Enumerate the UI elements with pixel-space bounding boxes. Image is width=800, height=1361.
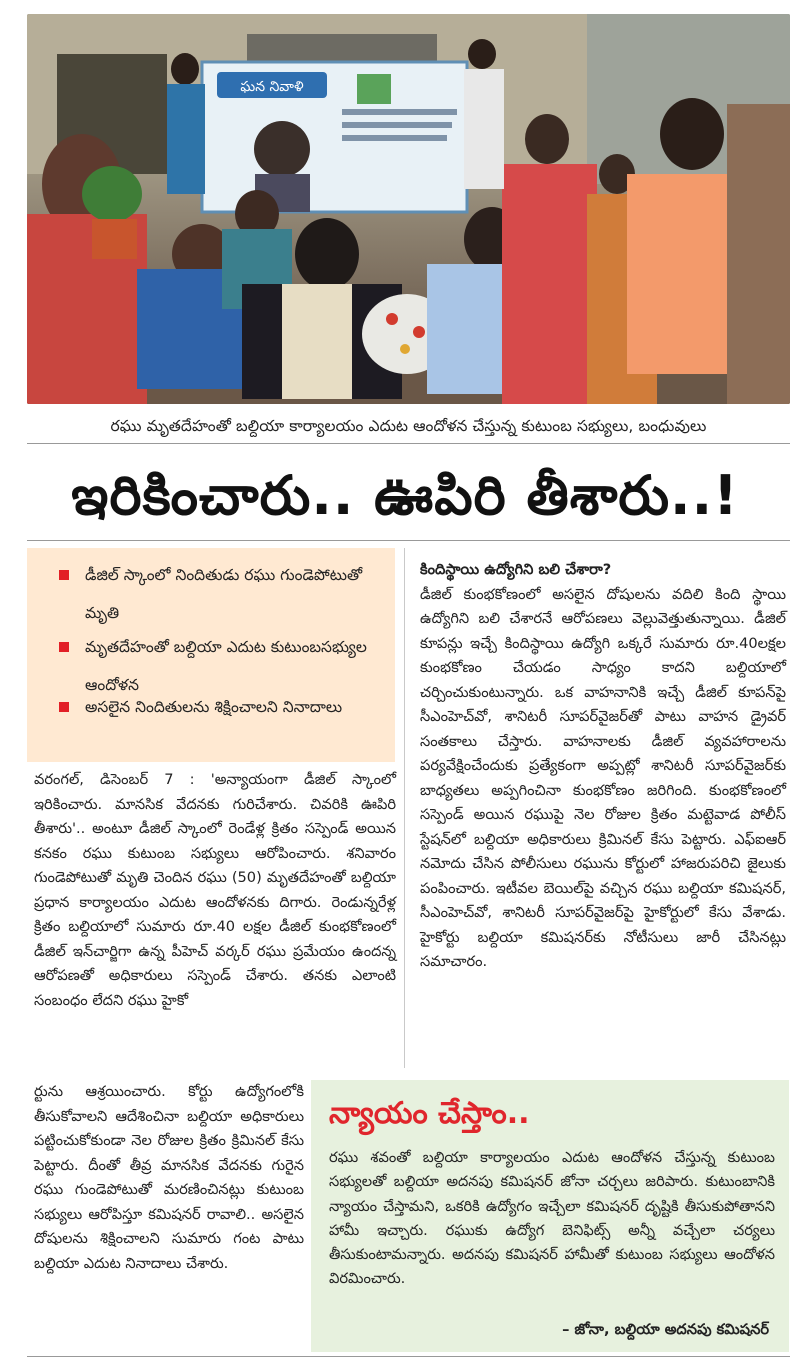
section-body: డీజిల్ కుంభకోణంలో అసలైన దోషులను వదిలి కింది స్థాయి ఉద్యోగిని బలి చేశారనే ఆరోపణలు వెల్లువెత్తుతున్నాయి. డీజిల్ కూపన్లు ఇచ్చే కిందిస్థాయి ఉద్యోగి ఒక్కరే సుమారు రూ.40లక్షల కుంభకోణం చేయడం సాధ్యం కాదని బల్దియాలో చర్చించుకుంటున్నారు. ఒక వాహనానికి ఇచ్చే డీజిల్ కూపన్‌పై సీఎంహెచ్‌వో, శానిటరీ సూపర్‌వైజర్‌తో పాటు వాహన డ్రైవర్ సంతకాలు చేస్తారు. వాహనాలకు డీజిల్ వ్యవహారాలను పర్యవేక్షించేందుకు ప్రత్యేకంగా అప్పట్లో శానిటరీ సూపర్‌వైజర్‌కు బాధ్యతలు అప్పగించినా కుంభకోణం జరిగింది. కుంభకోణంలో సస్పెండ్ అయిన రఘుపై నెల రోజుల క్రితం మట్టెవాడ పోలీస్ స్టేషన్‌లో బల్దియా అధికారులు క్రిమినల్ కేసు పెట్టారు. ఎఫ్ఐఆర్ నమోదు చేసిన పోలీసులు రఘును కోర్టులో హాజరుపరిచి జైలుకు పంపించారు. ఇటీవల బెయిల్‌పై వచ్చిన రఘు బల్దియా కమిషనర్, సీఎంహెచ్‌వో, శానిటరీ సూపర్‌వైజర్‌పై హైకోర్టులో కేసు వేశాడు. హైకోర్టు బల్దియా కమిషనర్‌కు నోటీసులు జారీ చేసినట్లు సమాచారం. [420, 585, 786, 970]
photo-caption: రఘు మృతదేహంతో బల్దియా కార్యాలయం ఎదుట ఆందోళన చేస్తున్న కుటుంబ సభ్యులు, బంధువులు [110, 417, 707, 435]
article-body-left: వరంగల్, డిసెంబర్ 7 : 'అన్యాయంగా డీజిల్ స్కాంలో ఇరికించారు. మానసిక వేదనకు గురిచేశారు. చివరికి ఊపిరి తీశారు'.. అంటూ డీజిల్ స్కాంలో రెండేళ్ల క్రితం సస్పెండ్ అయిన కనకం రఘు కుటుంబ సభ్యులు ఆరోపించారు. శనివారం గుండెపోటుతో మృతి చెందిన రఘు (50) మృతదేహంతో బల్దియా ప్రధాన కార్యాలయం ఎదుట ఆందోళనకు దిగారు. రెండున్నరేళ్ల క్రితం బల్దియాలో సుమారు రూ.40 లక్షల డీజిల్ కుంభకోణంలో డీజిల్ ఇన్‌చార్జిగా ఉన్న పీహెచ్ వర్కర్ రఘు ప్రమేయం ఉందన్న ఆరోపణతో అధికారులు సస్పెండ్ చేశారు. తనకు ఎలాంటి సంబంధం లేదని రఘు హైకో [34, 771, 396, 1009]
highlight-item: మృతదేహంతో బల్దియా ఎదుట కుటుంబసభ్యుల ఆందోళన [85, 628, 385, 704]
article-body-right [420, 558, 786, 975]
bullet-icon [59, 642, 69, 652]
bullet-icon [59, 702, 69, 712]
quote-box-text: రఘు శవంతో బల్దియా కార్యాలయం ఎదుట ఆందోళన చేస్తున్న కుటుంబ సభ్యులతో బల్దియా అదనపు కమిషనర్ జోనా చర్చలు జరిపారు. కుటుంబానికి న్యాయం చేస్తామని, ఒకరికి ఉద్యోగం ఇచ్చేలా కమిషనర్ దృష్టికి తీసుకుపోతానని హామీ ఇచ్చారు. రఘుకు ఉద్యోగ బెనిఫిట్స్ అన్నీ వచ్చేలా చర్యలు తీసుకుంటామన్నారు. అదనపు కమిషనర్ హామీతో కుటుంబ సభ్యులు ఆందోళన విరమించారు. [329, 1149, 775, 1288]
quote-box-signature: – జోనా, బల్దియా అదనపు కమిషనర్ [562, 1321, 769, 1338]
column-separator [404, 548, 405, 1068]
banner-text: ఘన నివాళి [240, 79, 304, 95]
highlight-item: అసలైన నిందితులను శిక్షించాలని నినాదాలు [85, 688, 385, 726]
caption-divider [27, 443, 790, 444]
section-subhead: కిందిస్థాయి ఉద్యోగిని బలి చేశారా? [420, 561, 612, 578]
news-photo-icon [27, 14, 790, 404]
headline-divider [27, 540, 790, 541]
news-photo [27, 14, 790, 404]
bullet-icon [59, 570, 69, 580]
bottom-divider [27, 1356, 790, 1357]
highlights-box [27, 548, 395, 762]
article-body-left-continued: ర్టును ఆశ్రయించారు. కోర్టు ఉద్యోగంలోకి తీసుకోవాలని ఆదేశించినా బల్దియా అధికారులు పట్టించుకోకుండా నెల రోజుల క్రితం క్రిమినల్ కేసు పెట్టారు. దీంతో తీవ్ర మానసిక వేదనకు గురైన రఘు గుండెపోటుతో మరణించినట్లు కుటుంబ సభ్యులు ఆరోపిస్తూ కమిషనర్ రావాలి.. అసలైన దోషులను శిక్షించాలని సుమారు గంట పాటు బల్దియా ఎదుట నినాదాలు చేశారు. [34, 1083, 304, 1272]
headline: ఇరికించారు.. ఊపిరి తీశారు..! [71, 464, 739, 527]
quote-box [311, 1080, 789, 1352]
highlight-item: డీజిల్ స్కాంలో నిందితుడు రఘు గుండెపోటుతో మృతి [85, 556, 385, 632]
quote-box-title: న్యాయం చేస్తాం.. [329, 1096, 530, 1131]
